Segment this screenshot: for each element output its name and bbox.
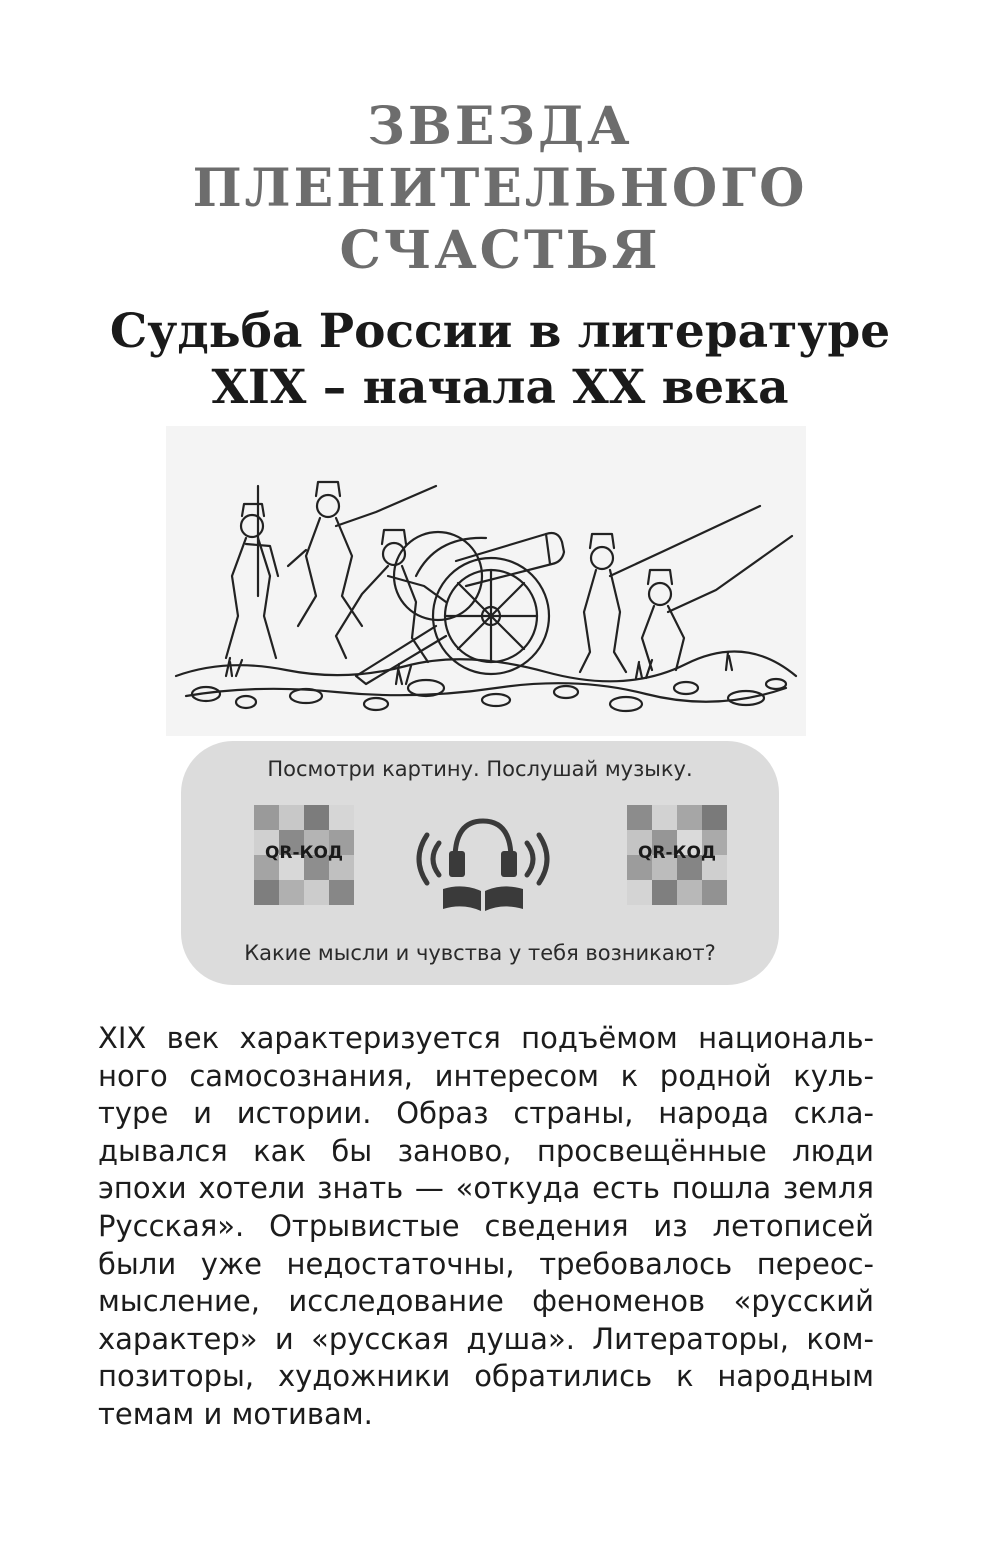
soldiers-cannon-illustration bbox=[166, 426, 806, 736]
headphones-book-icon bbox=[413, 807, 553, 917]
media-question-text: Какие мысли и чувства у тебя возникают? bbox=[244, 941, 716, 965]
paragraph-line: ного самосознания, интересом к родной куль- bbox=[98, 1058, 874, 1093]
section-title bbox=[0, 96, 1000, 282]
section-title-line: СЧАСТЬЯ bbox=[339, 220, 661, 281]
paragraph-line: туре и истории. Образ страны, народа скла- bbox=[98, 1096, 874, 1131]
paragraph-line: XIX век характеризуется подъёмом националь- bbox=[98, 1021, 874, 1055]
paragraph-line: позиторы, художники обратились к народным bbox=[98, 1359, 874, 1394]
section-title-line: ЗВЕЗДА bbox=[367, 96, 633, 157]
qr-code-label: QR-КОД bbox=[264, 843, 344, 863]
paragraph-line: дывался как бы заново, просвещённые люди bbox=[98, 1133, 874, 1168]
section-title-line: ПЛЕНИТЕЛЬНОГО bbox=[192, 158, 808, 219]
paragraph-line: характер» и «русская душа». Литераторы, ком- bbox=[98, 1321, 874, 1356]
subtitle-line: Судьба России в литературе bbox=[109, 304, 891, 359]
paragraph-line: эпохи хотели знать — «откуда есть пошла земля bbox=[98, 1171, 874, 1206]
paragraph-line: мысление, исследование феноменов «русский bbox=[98, 1284, 874, 1319]
page-subtitle bbox=[0, 304, 1000, 416]
subtitle-line: XIX – начала XX века bbox=[211, 360, 789, 415]
media-box bbox=[181, 741, 779, 985]
body-paragraph bbox=[98, 1020, 874, 1434]
paragraph-line: темам и мотивам. bbox=[98, 1396, 373, 1431]
qr-code-left[interactable] bbox=[254, 805, 354, 905]
paragraph-line: были уже недостаточны, требовалось переос- bbox=[98, 1246, 874, 1281]
paragraph-line: Русская». Отрывистые сведения из летописей bbox=[98, 1208, 874, 1243]
qr-code-right[interactable] bbox=[627, 805, 727, 905]
qr-code-label: QR-КОД bbox=[637, 843, 717, 863]
media-instruction-text: Посмотри картину. Послушай музыку. bbox=[267, 757, 693, 781]
